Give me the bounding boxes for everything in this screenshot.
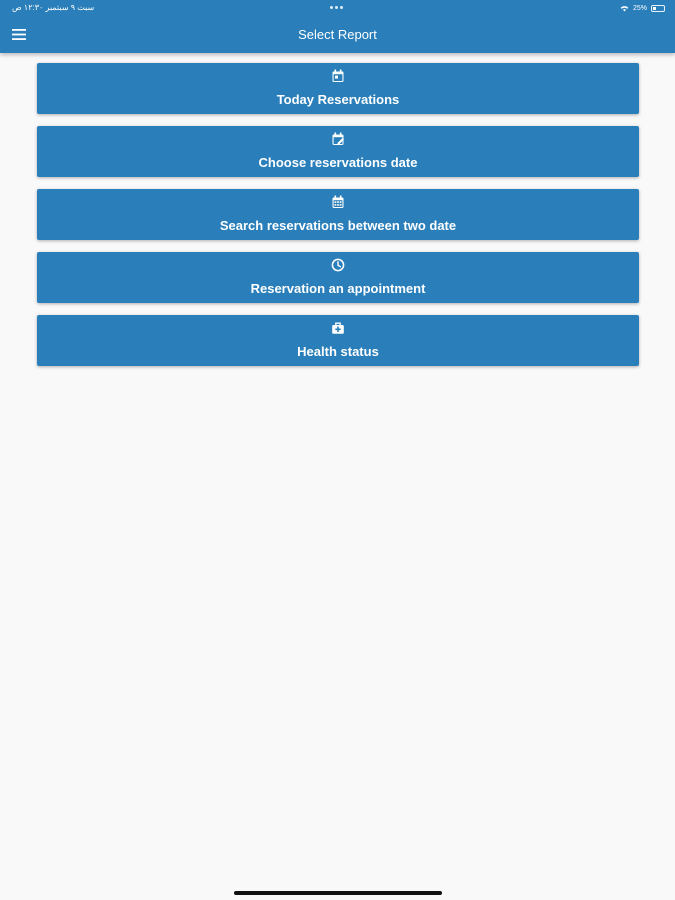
search-reservations-between-two-date-button[interactable]	[37, 189, 639, 240]
today-reservations-button[interactable]	[37, 63, 639, 114]
reservation-an-appointment-button[interactable]	[37, 252, 639, 303]
choose-reservations-date-label: Choose reservations date	[258, 155, 418, 170]
choose-reservations-date-button[interactable]	[37, 126, 639, 177]
health-status-label: Health status	[297, 344, 379, 359]
health-status-button[interactable]	[37, 315, 639, 366]
home-indicator[interactable]	[234, 891, 442, 895]
search-reservations-between-two-date-label: Search reservations between two date	[219, 218, 457, 233]
battery-percentage: 25%	[632, 4, 647, 12]
calendar-range-icon	[331, 195, 345, 209]
report-list	[37, 63, 639, 378]
today-reservations-label: Today Reservations	[276, 92, 400, 107]
multitasking-dots-icon[interactable]	[330, 6, 346, 10]
status-bar-indicators	[620, 3, 665, 13]
wifi-icon	[620, 5, 629, 12]
reservation-an-appointment-label: Reservation an appointment	[250, 281, 426, 296]
medical-bag-icon	[331, 321, 345, 335]
calendar-today-icon	[331, 69, 345, 83]
calendar-edit-icon	[331, 132, 345, 146]
clock-icon	[331, 258, 345, 272]
page-title: Select Report	[298, 27, 377, 42]
app-bar	[0, 0, 675, 53]
status-bar-datetime: سبت ٩ سبتمبر ١٢:٣٠ ص	[12, 3, 95, 12]
battery-icon	[651, 5, 665, 12]
